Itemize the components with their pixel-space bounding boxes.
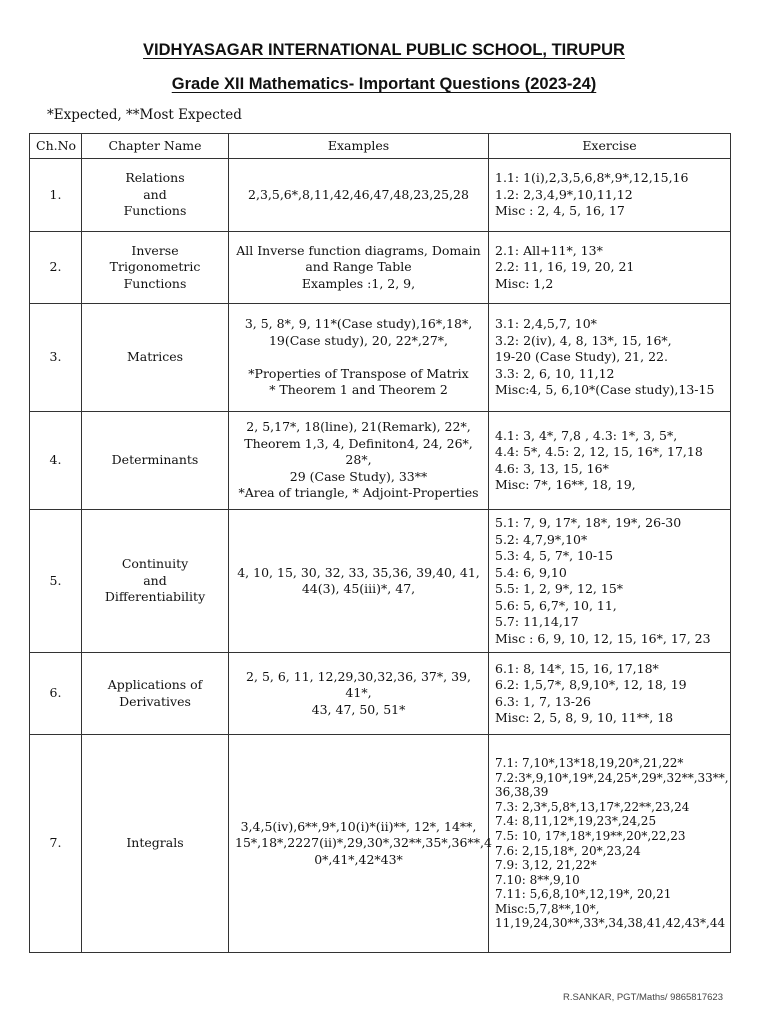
chapter-name-line: Derivatives [119,693,191,709]
examples-cell [229,510,489,653]
exercise-line: 2.2: 11, 16, 19, 20, 21 [495,259,635,275]
examples-line: *Properties of Transpose of Matrix [248,365,469,381]
exercise-line: 11,19,24,30**,33*,34,38,41,42,43*,44 [495,916,726,931]
chapter-name-line: Integrals [126,835,184,851]
exercise-line: 36,38,39 [495,785,549,800]
chapter-name [82,510,229,653]
examples-line: 4, 10, 15, 30, 32, 33, 35,36, 39,40, 41, [237,564,480,580]
table-row [30,304,731,412]
examples-line: 2, 5, 6, 11, 12,29,30,32,36, 37*, 39, 41*, [246,668,471,701]
examples-line: 29 (Case Study), 33** [289,468,428,484]
exercise-line: 5.6: 5, 6,7*, 10, 11, [495,597,617,613]
exercise-line: 7.10: 8**,9,10 [495,872,580,887]
chapter-name-line: Differentiability [104,589,206,605]
table-row [30,159,731,232]
exercise-line: 7.9: 3,12, 21,22* [495,858,597,873]
chapter-number: 3. [30,304,82,412]
exercise-cell [489,653,731,735]
chapter-name-line: Inverse [131,242,179,258]
table-row [30,653,731,735]
examples-line: 43, 47, 50, 51* [311,701,406,717]
exercise-line: Misc : 2, 4, 5, 16, 17 [495,203,625,219]
examples-line: 2, 5,17*, 18(line), 21(Remark), 22*, [246,419,471,435]
exercise-line: 7.6: 2,15,18*, 20*,23,24 [495,843,641,858]
exercise-line: 3.3: 2, 6, 10, 11,12 [495,365,615,381]
examples-cell [229,159,489,232]
exercise-line: Misc: 1,2 [495,275,554,291]
exercise-line: 5.3: 4, 5, 7*, 10-15 [495,548,614,563]
exercise-cell [489,304,731,412]
exercise-line: 7.11: 5,6,8,10*,12,19*, 20,21 [495,887,672,902]
chapter-name-line: Matrices [126,349,184,365]
exercise-line: 5.7: 11,14,17 [495,614,579,629]
exercise-line: 6.1: 8, 14*, 15, 16, 17,18* [495,660,659,676]
exercise-line: 6.2: 1,5,7*, 8,9,10*, 12, 18, 19 [495,677,687,692]
examples-line: 2,3,5,6*,8,11,42,46,47,48,23,25,28 [248,186,469,202]
school-name: VIDHYASAGAR INTERNATIONAL PUBLIC SCHOOL, TIRUPUR [143,41,625,59]
examples-cell [229,412,489,510]
chapter-name-line: and [143,186,167,202]
examples-line [235,349,482,366]
exercise-line: 7.2:3*,9,10*,19*,24,25*,29*,32**,33**, [495,770,729,785]
exercise-line: 1.2: 2,3,4,9*,10,11,12 [495,186,633,202]
examples-line: 3, 5, 8*, 9, 11*(Case study),16*,18*, [244,316,473,332]
exercise-line: 4.1: 3, 4*, 7,8 , 4.3: 1*, 3, 5*, [495,427,678,443]
exercise-line: 6.3: 1, 7, 13-26 [495,693,591,709]
exercise-cell [489,510,731,653]
chapter-name [82,304,229,412]
exercise-line: 3.2: 2(iv), 4, 8, 13*, 15, 16*, [495,332,672,348]
examples-line: and Range Table [305,259,412,275]
examples-line: 19(Case study), 20, 22*,27*, [268,332,449,348]
chapter-name-line: Functions [123,203,187,219]
exercise-line: 7.3: 2,3*,5,8*,13,17*,22**,23,24 [495,799,690,814]
column-header-chapter-name: Chapter Name [82,134,229,159]
exercise-line: 7.1: 7,10*,13*18,19,20*,21,22* [495,755,684,770]
exercise-line: Misc:5,7,8**,10*, [495,901,600,916]
document-title: Grade XII Mathematics- Important Questions (2023-24) [171,75,597,93]
column-header-examples: Examples [229,134,489,159]
exercise-line: 4.4: 5*, 4.5: 2, 12, 15, 16*, 17,18 [495,444,703,459]
examples-line: Theorem 1,3, 4, Definiton4, 24, 26*, 28*, [244,435,473,468]
chapter-name-line: Continuity [121,556,189,572]
exercise-line: 3.1: 2,4,5,7, 10* [495,316,597,332]
exercise-line: Misc: 7*, 16**, 18, 19, [495,477,636,492]
exercise-cell [489,232,731,304]
chapter-name [82,653,229,735]
table-row [30,232,731,304]
examples-line: *Area of triangle, * Adjoint-Properties [238,485,479,501]
table-header-row [30,134,731,159]
examples-cell [229,304,489,412]
exercise-cell [489,159,731,232]
chapter-name [82,232,229,304]
exercise-line: 4.6: 3, 13, 15, 16* [495,460,609,476]
exercise-line: Misc: 2, 5, 8, 9, 10, 11**, 18 [495,710,674,725]
exercise-line: 2.1: All+11*, 13* [495,242,603,258]
examples-cell [229,232,489,304]
examples-line: All Inverse function diagrams, Domain [236,242,481,258]
examples-line: 0*,41*,42*43* [314,851,403,867]
legend-note: *Expected, **Most Expected [47,107,242,123]
chapter-name [82,735,229,953]
chapter-name-line: Trigonometric [109,259,201,275]
chapter-name-line: Applications of [107,677,203,692]
exercise-line: 5.4: 6, 9,10 [495,564,567,580]
examples-line: Examples :1, 2, 9, [301,275,416,291]
column-header-exercise: Exercise [489,134,731,159]
examples-cell [229,653,489,735]
chapter-name-line: Determinants [111,452,199,468]
exercise-line: 5.2: 4,7,9*,10* [495,531,588,547]
table-row [30,412,731,510]
exercise-line: 5.1: 7, 9, 17*, 18*, 19*, 26-30 [495,515,682,530]
footer-credit: R.SANKAR, PGT/Maths/ 9865817623 [563,992,723,1003]
chapter-name-line: and [143,572,167,588]
chapter-number: 4. [30,412,82,510]
exercise-cell [489,412,731,510]
exercise-line: 7.4: 8,11,12*,19,23*,24,25 [495,814,657,829]
chapter-number: 5. [30,510,82,653]
exercise-line: 7.5: 10, 17*,18*,19**,20*,22,23 [495,828,686,843]
exercise-line: 1.1: 1(i),2,3,5,6,8*,9*,12,15,16 [495,170,689,186]
exercise-line: Misc : 6, 9, 10, 12, 15, 16*, 17, 23 [495,630,711,646]
exercise-line: 5.5: 1, 2, 9*, 12, 15* [495,581,624,596]
chapter-name [82,159,229,232]
chapter-number: 6. [30,653,82,735]
examples-line: 3,4,5(iv),6**,9*,10(i)*(ii)**, 12*, 14**, [240,818,477,834]
chapter-name [82,412,229,510]
chapter-name-line: Relations [125,170,185,186]
exercise-cell [489,735,731,953]
questions-table [29,133,731,953]
chapter-number: 7. [30,735,82,953]
chapter-name-line: Functions [123,275,187,291]
examples-line: * Theorem 1 and Theorem 2 [269,382,448,398]
table-row [30,510,731,653]
chapter-number: 1. [30,159,82,232]
exercise-line: 19-20 (Case Study), 21, 22. [495,349,668,365]
exercise-line: Misc:4, 5, 6,10*(Case study),13-15 [495,382,715,398]
examples-line: 44(3), 45(iii)*, 47, [301,581,416,596]
chapter-number: 2. [30,232,82,304]
table-row [30,735,731,953]
column-header-chno: Ch.No [30,134,82,159]
examples-line: 15*,18*,2227(ii)*,29,30*,32**,35*,36**,4 [235,835,492,851]
examples-cell [229,735,492,953]
